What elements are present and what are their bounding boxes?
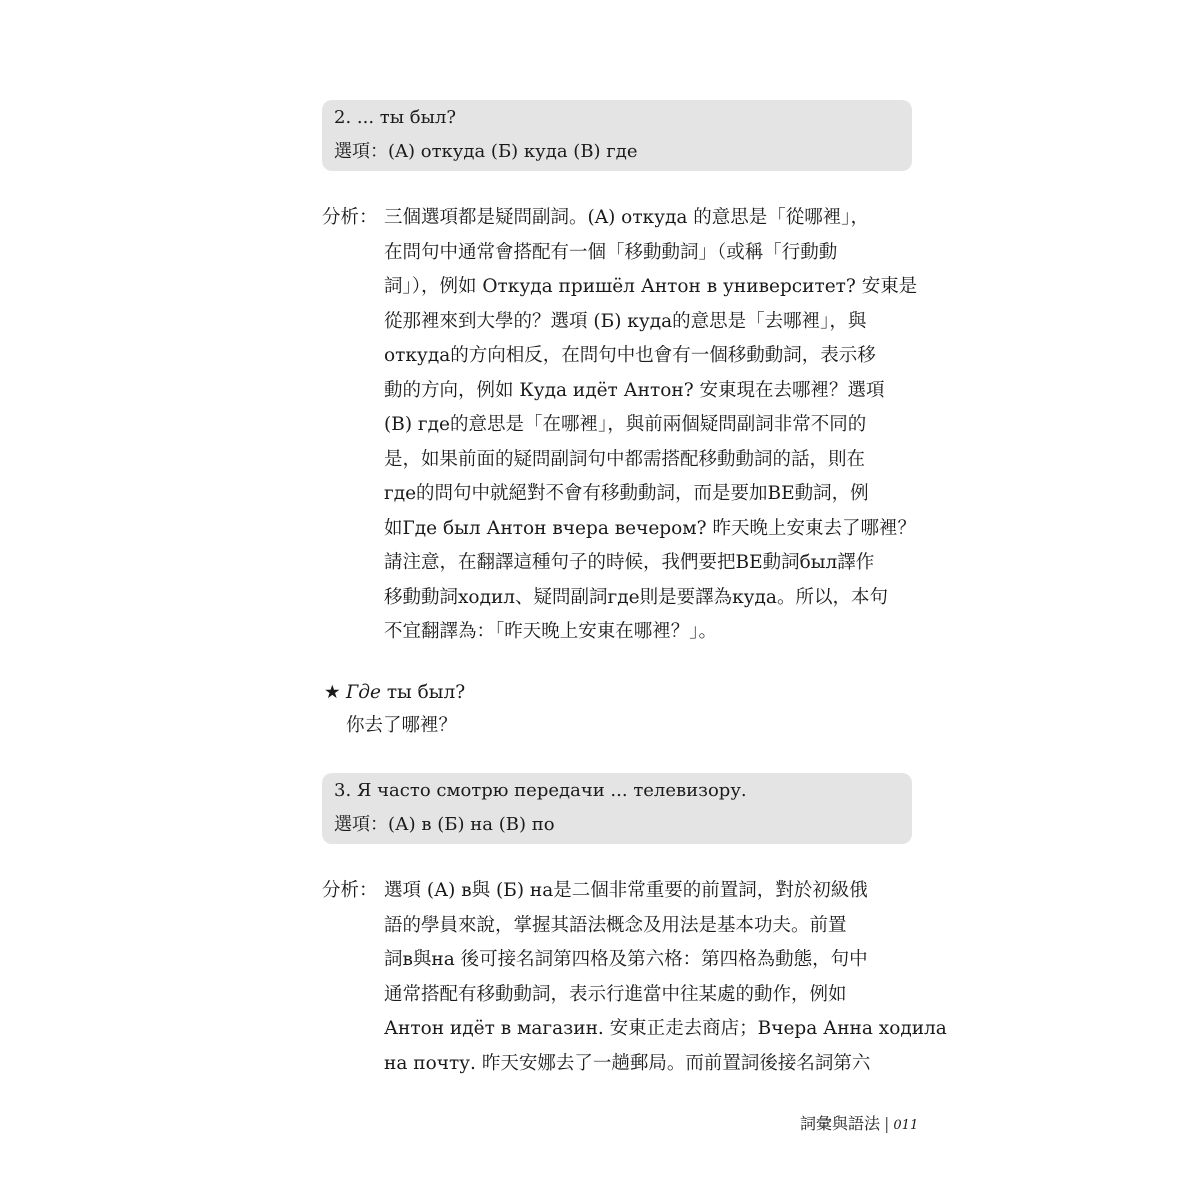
answer-translation: 你去了哪裡？ (346, 715, 458, 736)
analysis-line: на почту. 昨天安娜去了一趟郵局。而前置詞後接名詞第六 (384, 1052, 871, 1074)
analysis-line: (В) где的意思是「在哪裡」，與前兩個疑問副詞非常不同的 (384, 414, 867, 435)
question-prompt: 3. Я часто смотрю передачи ... телевизору. (334, 780, 747, 801)
question-options: 選項：(А) в (Б) на (В) по (334, 814, 555, 835)
analysis-line: 移動動詞ходил、疑問副詞где則是要譯為куда。所以，本句 (384, 586, 888, 608)
footer-separator: | (884, 1114, 890, 1133)
page-number: 011 (893, 1118, 919, 1133)
running-title: 詞彙與語法 (800, 1114, 881, 1133)
analysis-line: 語的學員來說，掌握其語法概念及用法是基本功夫。前置 (384, 914, 847, 936)
analysis-line: 請注意，在翻譯這種句子的時候，我們要把BE動詞был譯作 (384, 552, 875, 573)
analysis-line: Антон идёт в магазин. 安東正走去商店；Вчера Анна ходила (384, 1018, 947, 1039)
analysis-label: 分析： (322, 880, 378, 901)
question-box-3 (322, 773, 912, 844)
question-prompt: 2. ... ты был? (334, 107, 457, 128)
star-icon: ★ (324, 682, 341, 703)
analysis-label: 分析： (322, 207, 378, 228)
analysis-line: где的問句中就絕對不會有移動動詞，而是要加BE動詞，例 (384, 483, 869, 504)
analysis-text (384, 874, 947, 1081)
analysis-line: 從那裡來到大學的？選項 (Б) куда的意思是「去哪裡」，與 (384, 310, 867, 332)
analysis-line: 選項 (А) в與 (Б) на是二個非常重要的前置詞，對於初級俄 (384, 880, 868, 901)
answer-sentence-rest: ты был? (380, 682, 466, 703)
analysis-text (384, 201, 918, 650)
page-footer (800, 1113, 919, 1137)
analysis-line: 在問句中通常會搭配有一個「移動動詞」（或稱「行動動 (384, 241, 838, 263)
analysis-line: 詞」），例如 Откуда пришёл Антон в университет? 安東是 (384, 276, 918, 297)
analysis-line: 動的方向，例如 Куда идёт Антон? 安東現在去哪裡？選項 (384, 379, 885, 401)
analysis-line: 如Где был Антон вчера вечером? 昨天晚上安東去了哪裡？ (384, 517, 916, 539)
analysis-line: 詞в與на 後可接名詞第四格及第六格：第四格為動態，句中 (384, 949, 868, 970)
analysis-line: откуда的方向相反，在問句中也會有一個移動動詞，表示移 (384, 345, 876, 366)
analysis-line: 三個選項都是疑問副詞。(A) откуда 的意思是「從哪裡」， (384, 207, 870, 228)
question-box-2 (322, 100, 912, 171)
answer-example (324, 676, 465, 742)
answer-keyword: Где (346, 682, 381, 703)
question-options: 選項：(A) откуда (Б) куда (В) где (334, 141, 638, 162)
analysis-line: 不宜翻譯為：「昨天晚上安東在哪裡？」。 (384, 621, 718, 642)
analysis-line: 是，如果前面的疑問副詞句中都需搭配移動動詞的話，則在 (384, 448, 866, 470)
analysis-line: 通常搭配有移動動詞，表示行進當中往某處的動作，例如 (384, 983, 847, 1005)
